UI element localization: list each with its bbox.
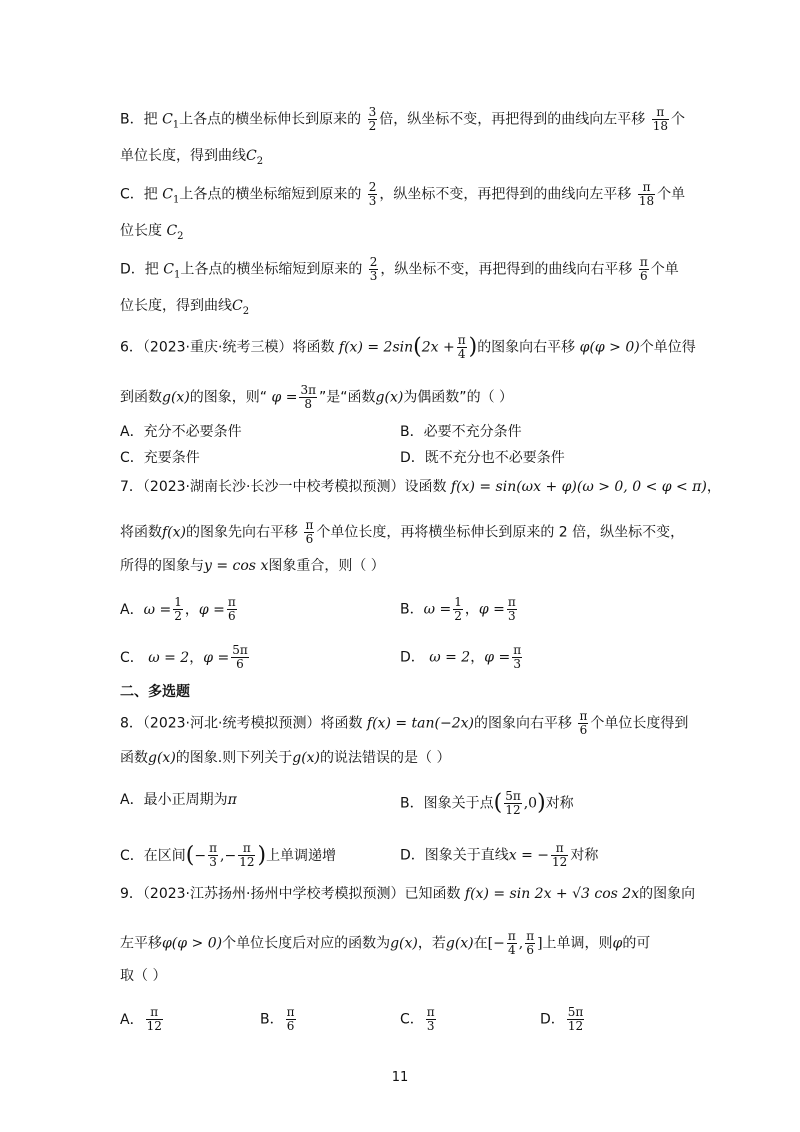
q8-options-row1 (120, 789, 574, 817)
q9-stem-line1: 9．（2023·江苏扬州·扬州中学校考模拟预测）已知函数 f(x) = sin 2x + √3 cos 2x的图象向 (120, 886, 696, 902)
q5-option-b-line2: 单位长度，得到曲线$C_2$ (120, 148, 264, 167)
fraction: $\frac{5\pi}{12}$ (567, 1005, 584, 1033)
q5-option-d-line1: D．把 $C_1$上各点的横坐标缩短到原来的 $\frac{2}{3}$ ，纵坐标不变，再把得到的曲线向右平移 $\frac{\pi}{6}$ 个单 (120, 255, 679, 283)
fraction: $\frac{\pi}{6}$ (526, 929, 535, 957)
q6-options-row1 (120, 422, 522, 442)
q7-option-b: B．ω = $\frac{1}{2}$ ，φ = $\frac{\pi}{3}$ (400, 595, 516, 623)
fraction: $\frac{\pi}{6}$ (579, 709, 588, 737)
fraction: $\frac{\pi}{6}$ (227, 595, 236, 623)
fraction: $\frac{\pi}{6}$ (305, 518, 314, 546)
fraction: $\frac{\pi}{4}$ (457, 333, 466, 361)
q9-option-a: A． $\frac{\pi}{12}$ (120, 1005, 162, 1033)
fraction: $\frac{\pi}{18}$ (638, 180, 655, 208)
section-heading: 二、多选题 (120, 684, 190, 700)
fraction: $\frac{\pi}{3}$ (209, 841, 217, 869)
fraction: $\frac{\pi}{18}$ (652, 105, 668, 133)
q8-options-row2 (120, 841, 599, 869)
fraction: $\frac{\pi}{3}$ (507, 595, 516, 623)
fraction: $\frac{\pi}{12}$ (239, 841, 255, 869)
fraction: $\frac{5\pi}{6}$ (232, 643, 248, 671)
fraction: $\frac{3\pi}{8}$ (300, 383, 317, 411)
q8-option-b: B．图象关于点( $\frac{5\pi}{12}$ ,0)对称 (400, 789, 574, 817)
fraction: $\frac{1}{2}$ (454, 595, 462, 623)
q7-option-d: D． ω = 2，φ = $\frac{\pi}{3}$ (400, 643, 522, 671)
q5-option-c-line2: 位长度 $C_2$ (120, 223, 184, 242)
q6-stem-line2: 到函数g(x)的图象，则“ φ = $\frac{3\pi}{8}$ ”是“函数g(x)为偶函数”的（ ） (120, 383, 514, 411)
fraction: $\frac{1}{2}$ (174, 595, 182, 623)
q8-option-a: A．最小正周期为π (120, 792, 237, 808)
q8-stem-line1: 8．（2023·河北·统考模拟预测）将函数 f(x) = tan(−2x)的图象向右平移 $\frac{\pi}{6}$ 个单位长度得到 (120, 709, 689, 737)
q9-option-c: C． $\frac{\pi}{3}$ (400, 1005, 435, 1033)
q5-option-b-line1: B．把 $C_1$上各点的横坐标伸长到原来的 $\frac{3}{2}$ 倍，纵坐标不变，再把得到的曲线向左平移 $\frac{\pi}{18}$ 个 (120, 105, 685, 133)
q6-option-d: D．既不充分也不必要条件 (400, 450, 565, 466)
fraction: $\frac{2}{3}$ (368, 180, 377, 208)
q9-option-b: B． $\frac{\pi}{6}$ (260, 1005, 295, 1033)
q7-stem-line1: 7．（2023·湖南长沙·长沙一中校考模拟预测）设函数 f(x) = sin(ωx + φ)(ω > 0, 0 < φ < π)， (120, 479, 721, 495)
q6-option-c: C．充要条件 (120, 450, 200, 466)
fraction: $\frac{\pi}{4}$ (507, 929, 516, 957)
q6-stem-line1: 6．（2023·重庆·统考三模）将函数 f(x) = 2sin(2x + $\frac{\pi}{4}$ )的图象向右平移 φ(φ > 0)个单位得 (120, 333, 696, 361)
fraction: $\frac{\pi}{6}$ (639, 255, 648, 283)
fraction: $\frac{\pi}{3}$ (513, 643, 522, 671)
q9-stem-line3: 取（ ） (120, 968, 167, 984)
fraction: $\frac{\pi}{3}$ (426, 1005, 435, 1033)
fraction: $\frac{\pi}{12}$ (146, 1005, 162, 1033)
q8-option-d: D．图象关于直线x = − $\frac{\pi}{12}$ 对称 (400, 841, 599, 869)
q6-options-row2 (120, 448, 565, 468)
q9-stem-line2: 左平移φ(φ > 0)个单位长度后对应的函数为g(x)，若g(x)在[− $\frac{\pi}{4}$ , $\frac{\pi}{6}$ ]上单调，则φ的可 (120, 929, 651, 957)
q9-option-d: D． $\frac{5\pi}{12}$ (540, 1005, 584, 1033)
q8-stem-line2: 函数g(x)的图象.则下列关于g(x)的说法错误的是（ ） (120, 750, 451, 766)
fraction: $\frac{3}{2}$ (368, 105, 377, 133)
q7-option-a: A．ω = $\frac{1}{2}$ ，φ = $\frac{\pi}{6}$ (120, 595, 236, 623)
fraction: $\frac{\pi}{12}$ (552, 841, 568, 869)
q5-option-c-line1: C．把 $C_1$上各点的横坐标缩短到原来的 $\frac{2}{3}$ ，纵坐标不变，再把得到的曲线向左平移 $\frac{\pi}{18}$ 个单 (120, 180, 686, 208)
q7-option-c: C． ω = 2，φ = $\frac{5\pi}{6}$ (120, 643, 248, 671)
q7-stem-line2: 将函数f(x)的图象先向右平移 $\frac{\pi}{6}$ 个单位长度，再将横坐标伸长到原来的 2 倍，纵坐标不变， (120, 518, 685, 546)
q7-stem-line3: 所得的图象与y = cos x图象重合，则（ ） (120, 558, 385, 574)
q8-option-c: C．在区间(− $\frac{\pi}{3}$ ,− $\frac{\pi}{12}$ )上单调递增 (120, 841, 337, 869)
q7-options-row1 (120, 595, 516, 623)
q6-option-b: B．必要不充分条件 (400, 424, 522, 440)
fraction: $\frac{\pi}{6}$ (286, 1005, 295, 1033)
fraction: $\frac{5\pi}{12}$ (505, 789, 521, 817)
q9-options-row (120, 1005, 584, 1033)
fraction: $\frac{2}{3}$ (369, 255, 378, 283)
q6-option-a: A．充分不必要条件 (120, 424, 242, 440)
q7-options-row2 (120, 643, 522, 671)
q5-option-d-line2: 位长度，得到曲线$C_2$ (120, 298, 250, 317)
page-number: 11 (391, 1070, 409, 1085)
